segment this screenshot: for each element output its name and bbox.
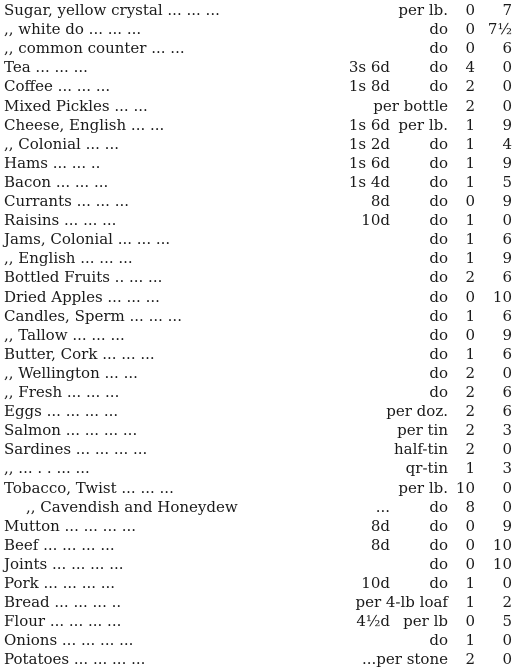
- price-row: [0, 518, 520, 535]
- unit-label: do: [429, 77, 448, 96]
- price-row: [0, 2, 520, 19]
- item-name: Bottled Fruits .. ... ...: [4, 268, 163, 287]
- price-row: [0, 365, 520, 382]
- price-row: [0, 250, 520, 267]
- price-shillings: 0: [465, 325, 475, 344]
- item-name: Bread ... ... ... ..: [4, 593, 122, 612]
- price-row: [0, 556, 520, 573]
- price-row: [0, 231, 520, 248]
- price-pence: 6: [502, 383, 512, 401]
- unit-label: do: [429, 134, 448, 153]
- item-name: Onions ... ... ... ...: [4, 631, 134, 650]
- price-shillings: 0: [465, 535, 475, 554]
- unit-label: do: [429, 192, 448, 210]
- quoted-price: 1s 2d: [348, 134, 390, 153]
- item-name: ,, English ... ... ...: [4, 249, 133, 268]
- unit-label: do: [429, 20, 448, 39]
- price-row: [0, 21, 520, 38]
- item-name: Tea ... ... ...: [4, 58, 88, 77]
- price-pence: 0: [502, 478, 512, 497]
- price-pence: 0: [502, 650, 512, 669]
- unit-label: do: [429, 363, 448, 382]
- item-name: Tobacco, Twist ... ... ...: [4, 478, 174, 497]
- quoted-price: 8d: [370, 192, 390, 210]
- unit-label: do: [429, 631, 448, 650]
- price-row: [0, 651, 520, 668]
- price-shillings: 1: [465, 230, 475, 249]
- price-row: [0, 422, 520, 439]
- unit-label: do: [429, 574, 448, 592]
- unit-label: do: [429, 58, 448, 77]
- unit-label: qr-tin: [405, 459, 448, 478]
- price-shillings: 1: [465, 249, 475, 268]
- price-pence: 7: [502, 1, 512, 19]
- price-shillings: 2: [465, 96, 475, 115]
- unit-label: per 4-lb loaf: [355, 593, 448, 612]
- price-pence: 6: [502, 39, 512, 58]
- item-name: Potatoes ... ... ... ...: [4, 650, 146, 669]
- price-pence: 9: [502, 325, 512, 344]
- unit-label: do: [429, 172, 448, 191]
- quoted-price: 1s 6d: [348, 115, 390, 134]
- price-pence: 3: [502, 459, 512, 478]
- item-name: Salmon ... ... ... ...: [4, 421, 138, 440]
- quoted-price: ...: [375, 497, 390, 516]
- price-shillings: 2: [465, 383, 475, 401]
- price-pence: 6: [502, 402, 512, 421]
- item-name: Eggs ... ... ... ...: [4, 402, 119, 421]
- item-name: Jams, Colonial ... ... ...: [4, 230, 171, 249]
- item-name: Sardines ... ... ... ...: [4, 440, 148, 459]
- price-pence: 0: [502, 440, 512, 459]
- price-row: [0, 441, 520, 458]
- price-pence: 9: [502, 115, 512, 134]
- price-pence: 5: [502, 172, 512, 191]
- price-shillings: 1: [465, 172, 475, 191]
- price-pence: 9: [502, 153, 512, 172]
- price-row: [0, 174, 520, 191]
- quoted-price: 8d: [370, 516, 390, 535]
- unit-label: do: [429, 306, 448, 325]
- item-name: Candles, Sperm ... ... ...: [4, 306, 182, 325]
- price-shillings: 1: [465, 459, 475, 478]
- price-shillings: 0: [465, 516, 475, 535]
- price-shillings: 10: [455, 478, 475, 497]
- price-row: [0, 117, 520, 134]
- price-row: [0, 212, 520, 229]
- quoted-price: 3s 6d: [348, 58, 390, 77]
- unit-label: per doz.: [386, 402, 448, 421]
- unit-label: per lb.: [398, 1, 448, 19]
- price-row: [0, 155, 520, 172]
- price-shillings: 2: [465, 421, 475, 440]
- price-shillings: 1: [465, 344, 475, 363]
- price-shillings: 0: [465, 1, 475, 19]
- item-name: ,, Tallow ... ... ...: [4, 325, 125, 344]
- item-name: Joints ... ... ... ...: [4, 554, 124, 573]
- quoted-price: 10d: [361, 211, 390, 230]
- price-shillings: 0: [465, 192, 475, 210]
- unit-label: do: [429, 230, 448, 249]
- price-row: [0, 59, 520, 76]
- price-pence: 0: [502, 363, 512, 382]
- price-pence: 6: [502, 230, 512, 249]
- price-row: [0, 289, 520, 306]
- item-name: ,, white do ... ... ...: [4, 20, 142, 39]
- price-pence: 0: [502, 58, 512, 77]
- price-row: [0, 632, 520, 649]
- price-shillings: 2: [465, 363, 475, 382]
- price-row: [0, 460, 520, 477]
- item-name: ,, common counter ... ...: [4, 39, 185, 58]
- unit-label: per lb.: [398, 478, 448, 497]
- quoted-price: 1s 8d: [348, 77, 390, 96]
- price-pence: 0: [502, 96, 512, 115]
- price-pence: 9: [502, 192, 512, 210]
- price-pence: 9: [502, 249, 512, 268]
- price-row: [0, 575, 520, 592]
- unit-label: do: [429, 497, 448, 516]
- price-shillings: 0: [465, 39, 475, 58]
- price-pence: 2: [502, 593, 512, 612]
- price-pence: 6: [502, 344, 512, 363]
- item-name: Flour ... ... ... ...: [4, 612, 122, 631]
- price-shillings: 0: [465, 287, 475, 306]
- unit-label: do: [429, 39, 448, 58]
- item-name: ,, Fresh ... ... ...: [4, 383, 120, 401]
- item-name: ,, ... . . ... ...: [4, 459, 90, 478]
- price-row: [0, 480, 520, 497]
- price-shillings: 2: [465, 268, 475, 287]
- price-pence: 9: [502, 516, 512, 535]
- price-pence: 7½: [487, 20, 512, 39]
- item-name: Mutton ... ... ... ...: [4, 516, 137, 535]
- item-name: Raisins ... ... ...: [4, 211, 117, 230]
- item-name: Hams ... ... ..: [4, 153, 101, 172]
- unit-label: do: [429, 287, 448, 306]
- unit-label: do: [429, 344, 448, 363]
- price-pence: 0: [502, 631, 512, 650]
- price-shillings: 2: [465, 440, 475, 459]
- price-row: [0, 269, 520, 286]
- unit-label: do: [429, 249, 448, 268]
- price-row: [0, 384, 520, 401]
- item-name: ,, Wellington ... ...: [4, 363, 138, 382]
- price-shillings: 4: [465, 58, 475, 77]
- price-pence: 4: [502, 134, 512, 153]
- unit-label: per lb: [403, 612, 448, 631]
- price-shillings: 0: [465, 612, 475, 631]
- price-pence: 6: [502, 268, 512, 287]
- unit-label: do: [429, 211, 448, 230]
- price-pence: 0: [502, 77, 512, 96]
- item-name: Pork ... ... ... ...: [4, 574, 116, 592]
- price-shillings: 0: [465, 554, 475, 573]
- quoted-price: 1s 4d: [348, 172, 390, 191]
- price-pence: 0: [502, 574, 512, 592]
- quoted-price: 4½d: [356, 612, 390, 631]
- price-row: [0, 308, 520, 325]
- item-name: Dried Apples ... ... ...: [4, 287, 160, 306]
- price-row: [0, 40, 520, 57]
- item-name: Coffee ... ... ...: [4, 77, 111, 96]
- price-row: [0, 193, 520, 210]
- price-pence: 0: [502, 211, 512, 230]
- price-row: [0, 327, 520, 344]
- unit-label: ...per stone: [361, 650, 448, 669]
- price-pence: 10: [492, 554, 512, 573]
- price-pence: 10: [492, 535, 512, 554]
- price-row: [0, 403, 520, 420]
- unit-label: do: [429, 268, 448, 287]
- price-pence: 0: [502, 497, 512, 516]
- unit-label: do: [429, 383, 448, 401]
- item-name: ,, Cavendish and Honeydew: [26, 497, 238, 516]
- price-shillings: 1: [465, 306, 475, 325]
- item-name: Cheese, English ... ...: [4, 115, 165, 134]
- unit-label: per lb.: [398, 115, 448, 134]
- item-name: Butter, Cork ... ... ...: [4, 344, 155, 363]
- price-shillings: 2: [465, 402, 475, 421]
- price-shillings: 1: [465, 211, 475, 230]
- unit-label: per bottle: [373, 96, 448, 115]
- quoted-price: 8d: [370, 535, 390, 554]
- price-pence: 5: [502, 612, 512, 631]
- item-name: Currants ... ... ...: [4, 192, 130, 210]
- quoted-price: 1s 6d: [348, 153, 390, 172]
- price-shillings: 0: [465, 20, 475, 39]
- price-shillings: 1: [465, 153, 475, 172]
- item-name: Beef ... ... ... ...: [4, 535, 115, 554]
- price-pence: 10: [492, 287, 512, 306]
- unit-label: do: [429, 325, 448, 344]
- item-name: Mixed Pickles ... ...: [4, 96, 148, 115]
- unit-label: do: [429, 554, 448, 573]
- item-name: Bacon ... ... ...: [4, 172, 109, 191]
- price-shillings: 2: [465, 77, 475, 96]
- price-shillings: 1: [465, 574, 475, 592]
- unit-label: half-tin: [394, 440, 448, 459]
- price-row: [0, 136, 520, 153]
- price-row: [0, 499, 520, 516]
- price-shillings: 2: [465, 650, 475, 669]
- price-row: [0, 594, 520, 611]
- price-shillings: 1: [465, 593, 475, 612]
- price-row: [0, 537, 520, 554]
- quoted-price: 10d: [361, 574, 390, 592]
- unit-label: per tin: [397, 421, 448, 440]
- price-row: [0, 78, 520, 95]
- unit-label: do: [429, 153, 448, 172]
- price-shillings: 8: [465, 497, 475, 516]
- price-pence: 6: [502, 306, 512, 325]
- item-name: ,, Colonial ... ...: [4, 134, 119, 153]
- price-shillings: 1: [465, 631, 475, 650]
- price-row: [0, 613, 520, 630]
- unit-label: do: [429, 516, 448, 535]
- price-shillings: 1: [465, 134, 475, 153]
- price-row: [0, 346, 520, 363]
- price-shillings: 1: [465, 115, 475, 134]
- price-pence: 3: [502, 421, 512, 440]
- unit-label: do: [429, 535, 448, 554]
- price-row: [0, 98, 520, 115]
- item-name: Sugar, yellow crystal ... ... ...: [4, 1, 220, 19]
